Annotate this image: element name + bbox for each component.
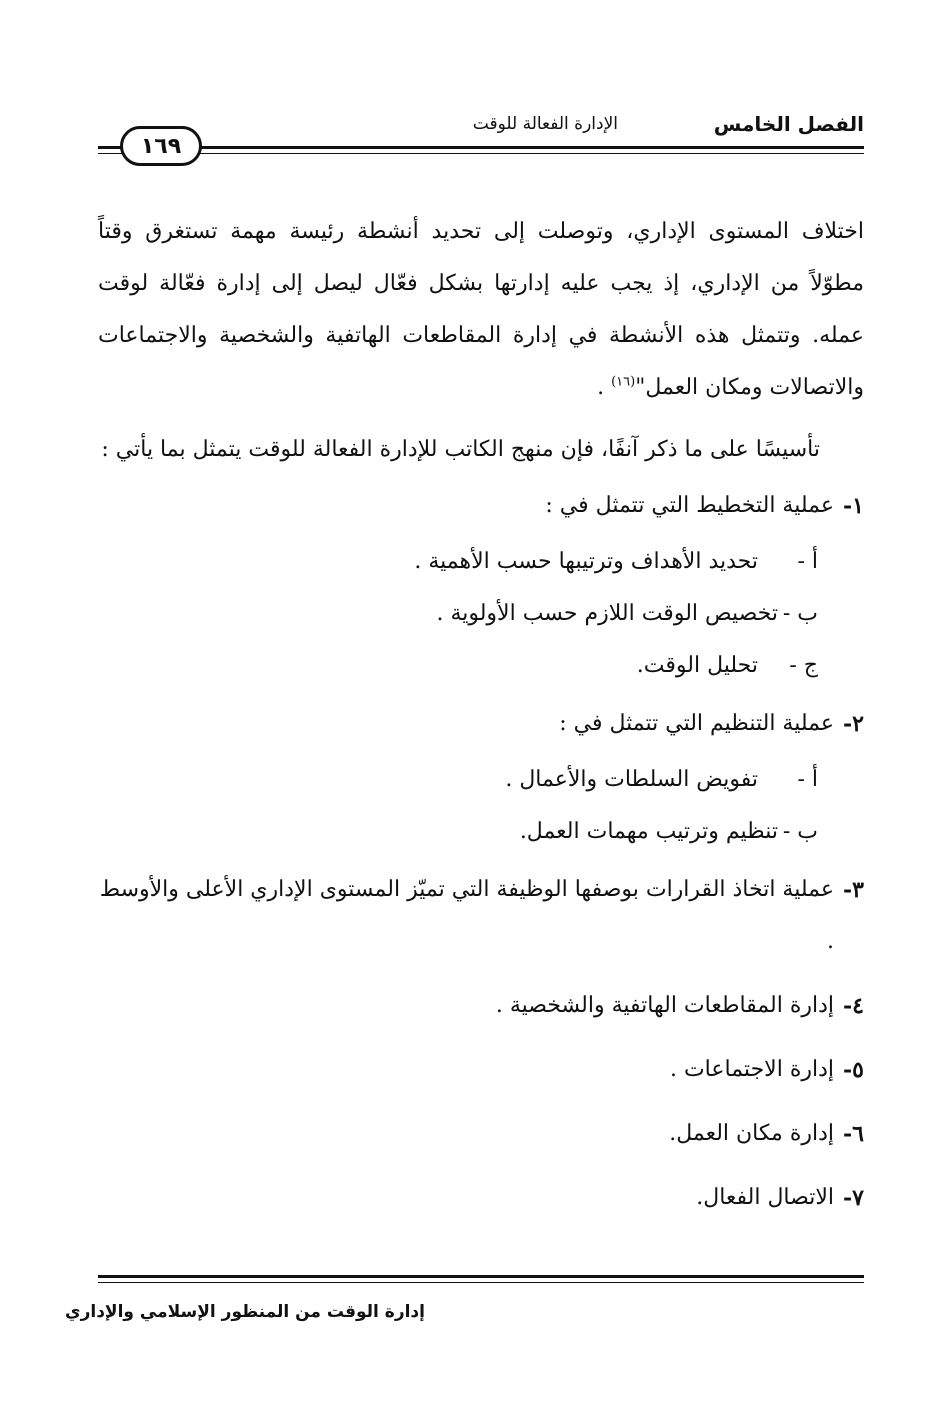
list-item — [98, 698, 864, 858]
sub-item-text: تفويض السلطات والأعمال . — [505, 767, 758, 792]
item-text: إدارة الاجتماعات . — [669, 1057, 834, 1082]
numbered-list — [98, 480, 864, 1224]
paragraph-end-mark: . — [597, 375, 605, 400]
sub-list — [98, 536, 864, 692]
list-item — [98, 1044, 864, 1096]
list-item — [98, 980, 864, 1032]
sub-list-item — [98, 588, 818, 640]
sub-list-item — [98, 640, 818, 692]
paragraph-continuation — [98, 206, 864, 414]
item-text: إدارة المقاطعات الهاتفية والشخصية . — [495, 993, 834, 1018]
chapter-title: الفصل الخامس — [713, 112, 864, 136]
sub-item-mark: ج - — [789, 653, 818, 678]
page-body — [98, 206, 864, 1224]
sub-item-text: تنظيم وترتيب مهمات العمل. — [519, 819, 778, 844]
sub-item-mark: ب - — [782, 819, 818, 844]
paragraph-text: اختلاف المستوى الإداري، وتوصلت إلى تحديد أنشطة رئيسة مهمة تستغرق وقتاً مطوّلاً من الإداري، إذ يجب عليه إدارتها بشكل فعّال ليصل إلى إدارة فعّالة لوقت عمله. وتتمثل هذه الأنشطة في إدارة المقاطعات الهاتفية والشخصية والاجتماعات والاتصالات ومكان العمل" — [98, 219, 864, 400]
item-text: الاتصال الفعال. — [696, 1185, 834, 1210]
item-text: عملية اتخاذ القرارات بوصفها الوظيفة التي تميّز المستوى الإداري الأعلى والأوسط . — [99, 877, 834, 954]
sub-list-item — [98, 806, 818, 858]
item-text: إدارة مكان العمل. — [669, 1121, 834, 1146]
header-rule-thin — [98, 153, 864, 154]
sub-item-text: تحليل الوقت. — [636, 653, 758, 678]
sub-item-text: تخصيص الوقت اللازم حسب الأولوية . — [436, 601, 778, 626]
sub-list-item — [98, 754, 818, 806]
list-item — [98, 480, 864, 692]
item-number: ٢- — [843, 711, 864, 737]
header-rule — [98, 146, 864, 149]
sub-item-mark: أ - — [797, 549, 818, 574]
footer-rule — [98, 1275, 864, 1278]
book-title: إدارة الوقت من المنظور الإسلامي والإداري — [65, 1302, 425, 1322]
item-text: عملية التنظيم التي تتمثل في : — [559, 711, 834, 736]
item-number: ٦- — [843, 1121, 864, 1147]
footer-rule-thin — [98, 1282, 864, 1283]
paragraph-intro: تأسيسًا على ما ذكر آنفًا، فإن منهج الكاتب للإدارة الفعالة للوقت يتمثل بما يأتي : — [101, 437, 820, 462]
page-number: ١٦٩ — [120, 126, 202, 166]
item-number: ٣- — [843, 877, 864, 903]
item-number: ٤- — [843, 993, 864, 1019]
item-number: ١- — [843, 493, 864, 519]
sub-item-mark: أ - — [797, 767, 818, 792]
footnote-reference: (١٦) — [611, 374, 636, 390]
list-item — [98, 1108, 864, 1160]
item-text: عملية التخطيط التي تتمثل في : — [545, 493, 834, 518]
item-number: ٥- — [843, 1057, 864, 1083]
sub-item-mark: ب - — [782, 601, 818, 626]
item-number: ٧- — [843, 1185, 864, 1211]
list-item — [98, 1172, 864, 1224]
running-title: الإدارة الفعالة للوقت — [472, 114, 618, 134]
sub-item-text: تحديد الأهداف وترتيبها حسب الأهمية . — [414, 549, 758, 574]
sub-list — [98, 754, 864, 858]
list-item — [98, 864, 864, 968]
sub-list-item — [98, 536, 818, 588]
page-header — [98, 110, 864, 170]
